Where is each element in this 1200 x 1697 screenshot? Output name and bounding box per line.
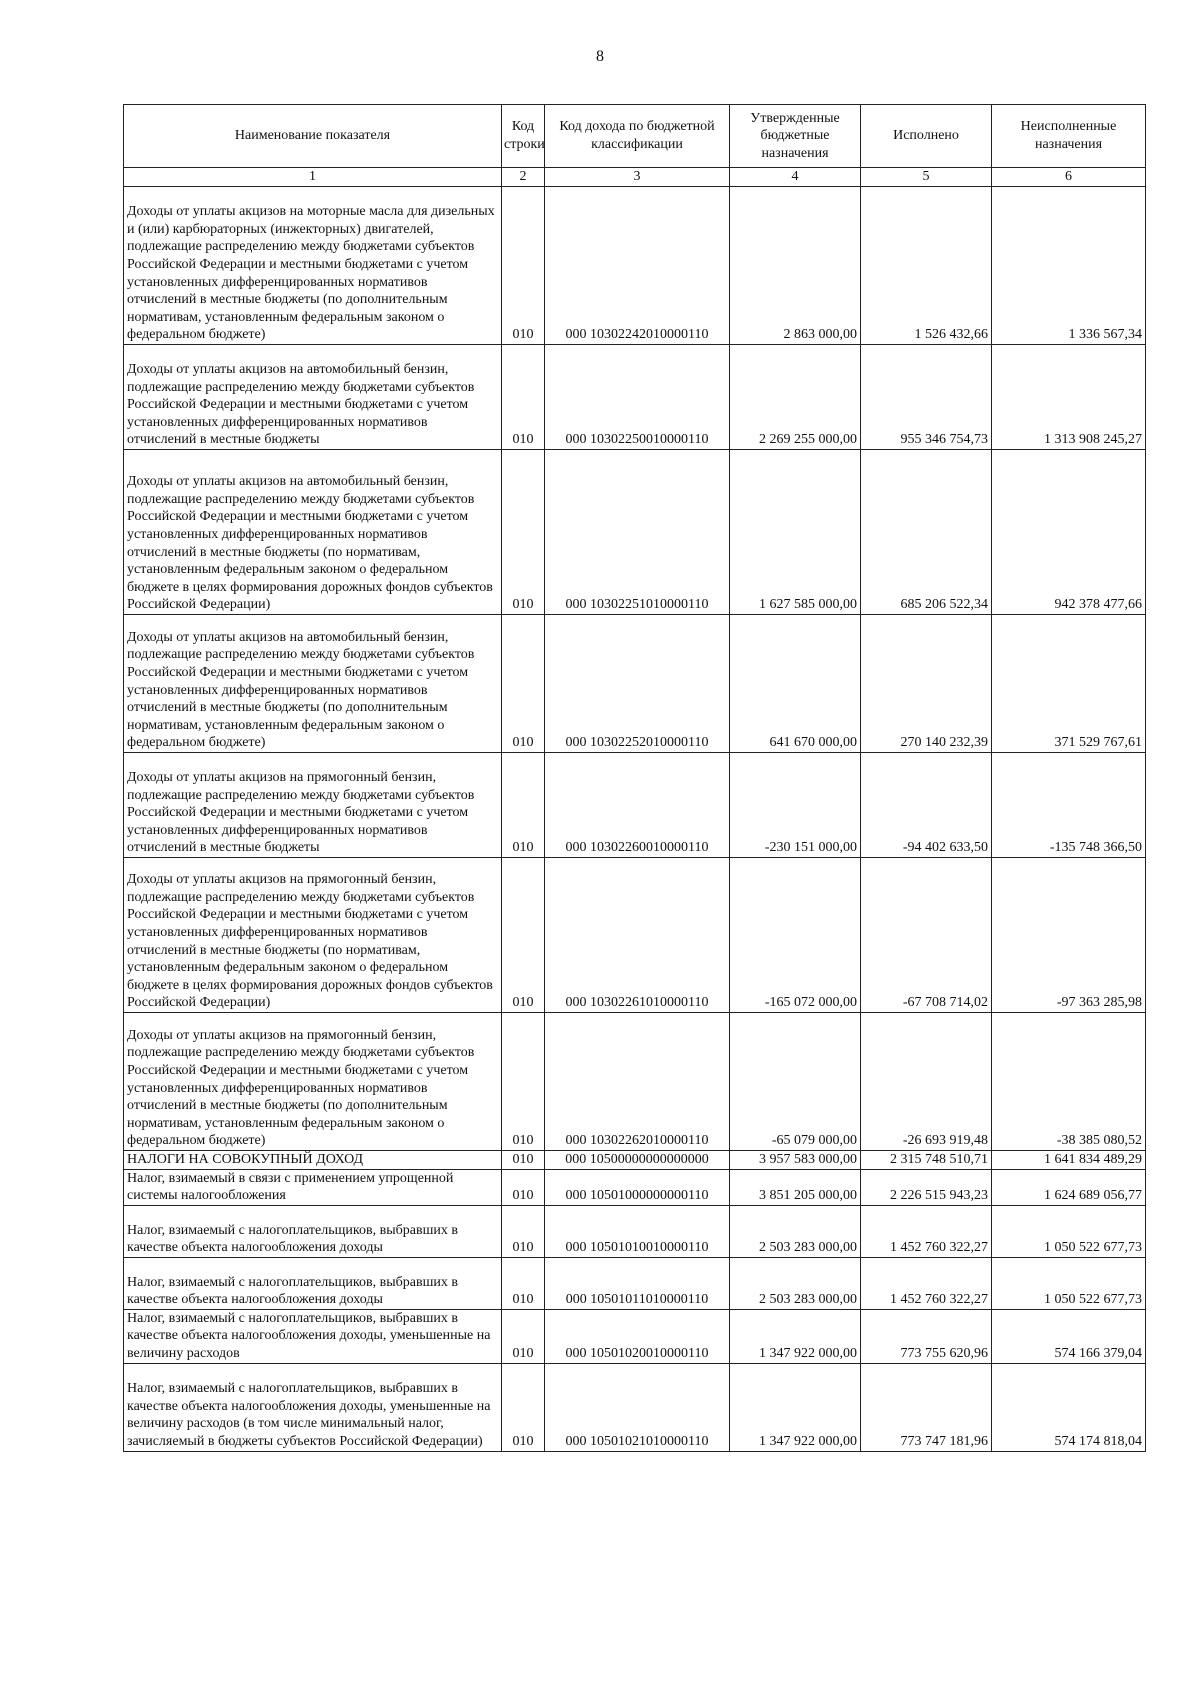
row-code: 010 [502, 1169, 545, 1205]
row-unexecuted: 1 336 567,34 [992, 187, 1146, 345]
row-bk-code: 000 10500000000000000 [545, 1151, 730, 1170]
row-executed: 685 206 522,34 [861, 450, 992, 615]
table-row [124, 1169, 1146, 1205]
row-unexecuted: 1 050 522 677,73 [992, 1257, 1146, 1309]
row-bk-code: 000 10501010010000110 [545, 1205, 730, 1257]
row-unexecuted: -135 748 366,50 [992, 753, 1146, 858]
row-bk-code: 000 10501021010000110 [545, 1363, 730, 1451]
row-approved: -165 072 000,00 [730, 858, 861, 1013]
table-row [124, 450, 1146, 615]
row-name: Доходы от уплаты акцизов на прямогонный бензин, подлежащие распределению между бюджетами субъектов Российской Федерации и местными бюджетами с учетом установленных дифференцированных нормативов отчислений в местные бюджеты [124, 753, 502, 858]
row-approved: 2 503 283 000,00 [730, 1205, 861, 1257]
table-row [124, 1013, 1146, 1151]
table-row [124, 858, 1146, 1013]
row-code: 010 [502, 1363, 545, 1451]
row-name: Налог, взимаемый с налогоплательщиков, выбравших в качестве объекта налогообложения доходы [124, 1257, 502, 1309]
row-code: 010 [502, 1205, 545, 1257]
row-approved: 2 269 255 000,00 [730, 345, 861, 450]
row-executed: 1 452 760 322,27 [861, 1205, 992, 1257]
row-unexecuted: -38 385 080,52 [992, 1013, 1146, 1151]
row-code: 010 [502, 1309, 545, 1363]
row-executed: 1 452 760 322,27 [861, 1257, 992, 1309]
row-code: 010 [502, 1151, 545, 1170]
column-number: 6 [992, 168, 1146, 187]
header-executed: Исполнено [861, 105, 992, 168]
header-bk-code: Код дохода по бюджетной классификации [545, 105, 730, 168]
row-unexecuted: 1 641 834 489,29 [992, 1151, 1146, 1170]
table-row [124, 753, 1146, 858]
row-executed: 955 346 754,73 [861, 345, 992, 450]
row-executed: 2 315 748 510,71 [861, 1151, 992, 1170]
row-executed: 773 747 181,96 [861, 1363, 992, 1451]
header-approved: Утвержденные бюджетные назначения [730, 105, 861, 168]
row-name: Налог, взимаемый с налогоплательщиков, выбравших в качестве объекта налогообложения доходы, уменьшенные на величину расходов (в том числе минимальный налог, зачисляемый в бюджеты субъектов Российской Федерации) [124, 1363, 502, 1451]
row-executed: 270 140 232,39 [861, 615, 992, 753]
row-unexecuted: 574 174 818,04 [992, 1363, 1146, 1451]
row-code: 010 [502, 753, 545, 858]
row-code: 010 [502, 858, 545, 1013]
table-header [124, 105, 1146, 168]
row-bk-code: 000 10501011010000110 [545, 1257, 730, 1309]
table-row [124, 187, 1146, 345]
row-name: Доходы от уплаты акцизов на моторные масла для дизельных и (или) карбюраторных (инжекторных) двигателей, подлежащие распределению между бюджетами субъектов Российской Федерации и местными бюджетами с учетом установленных дифференцированных нормативов отчислений в местные бюджеты (по дополнительным нормативам, установленным федеральным законом о федеральном бюджете) [124, 187, 502, 345]
row-approved: 1 627 585 000,00 [730, 450, 861, 615]
column-numbers-row [124, 168, 1146, 187]
row-unexecuted: 1 313 908 245,27 [992, 345, 1146, 450]
table-row [124, 1363, 1146, 1451]
header-name: Наименование показателя [124, 105, 502, 168]
table-row [124, 1205, 1146, 1257]
row-bk-code: 000 10302242010000110 [545, 187, 730, 345]
row-executed: -67 708 714,02 [861, 858, 992, 1013]
row-approved: 1 347 922 000,00 [730, 1309, 861, 1363]
row-executed: 773 755 620,96 [861, 1309, 992, 1363]
budget-execution-table [123, 104, 1146, 1452]
row-bk-code: 000 10302262010000110 [545, 1013, 730, 1151]
row-name: Доходы от уплаты акцизов на прямогонный бензин, подлежащие распределению между бюджетами субъектов Российской Федерации и местными бюджетами с учетом установленных дифференцированных нормативов отчислений в местные бюджеты (по дополнительным нормативам, установленным федеральным законом о федеральном бюджете) [124, 1013, 502, 1151]
row-approved: 2 503 283 000,00 [730, 1257, 861, 1309]
row-code: 010 [502, 1257, 545, 1309]
column-number: 1 [124, 168, 502, 187]
row-name: Доходы от уплаты акцизов на автомобильный бензин, подлежащие распределению между бюджетами субъектов Российской Федерации и местными бюджетами с учетом установленных дифференцированных нормативов отчислений в местные бюджеты [124, 345, 502, 450]
row-name: Налог, взимаемый с налогоплательщиков, выбравших в качестве объекта налогообложения доходы, уменьшенные на величину расходов [124, 1309, 502, 1363]
row-unexecuted: 942 378 477,66 [992, 450, 1146, 615]
table-body [124, 168, 1146, 1452]
row-approved: -65 079 000,00 [730, 1013, 861, 1151]
row-approved: 3 851 205 000,00 [730, 1169, 861, 1205]
row-approved: -230 151 000,00 [730, 753, 861, 858]
row-name: Доходы от уплаты акцизов на прямогонный бензин, подлежащие распределению между бюджетами субъектов Российской Федерации и местными бюджетами с учетом установленных дифференцированных нормативов отчислений в местные бюджеты (по нормативам, установленным федеральным законом о федеральном бюджете в целях формирования дорожных фондов субъектов Российской Федерации) [124, 858, 502, 1013]
table-row [124, 1151, 1146, 1170]
row-bk-code: 000 10302250010000110 [545, 345, 730, 450]
column-number: 5 [861, 168, 992, 187]
table-row [124, 345, 1146, 450]
row-bk-code: 000 10302252010000110 [545, 615, 730, 753]
row-executed: -26 693 919,48 [861, 1013, 992, 1151]
row-executed: 2 226 515 943,23 [861, 1169, 992, 1205]
row-name: Доходы от уплаты акцизов на автомобильный бензин, подлежащие распределению между бюджетами субъектов Российской Федерации и местными бюджетами с учетом установленных дифференцированных нормативов отчислений в местные бюджеты (по дополнительным нормативам, установленным федеральным законом о федеральном бюджете) [124, 615, 502, 753]
table-row [124, 615, 1146, 753]
header-unexecuted: Неисполненные назначения [992, 105, 1146, 168]
column-number: 4 [730, 168, 861, 187]
row-executed: -94 402 633,50 [861, 753, 992, 858]
row-bk-code: 000 10302251010000110 [545, 450, 730, 615]
row-unexecuted: 1 624 689 056,77 [992, 1169, 1146, 1205]
row-name: Налог, взимаемый в связи с применением упрощенной системы налогообложения [124, 1169, 502, 1205]
row-unexecuted: 371 529 767,61 [992, 615, 1146, 753]
row-bk-code: 000 10302261010000110 [545, 858, 730, 1013]
row-name: НАЛОГИ НА СОВОКУПНЫЙ ДОХОД [124, 1151, 502, 1170]
row-unexecuted: -97 363 285,98 [992, 858, 1146, 1013]
page-number: 8 [596, 48, 604, 65]
row-unexecuted: 574 166 379,04 [992, 1309, 1146, 1363]
row-approved: 1 347 922 000,00 [730, 1363, 861, 1451]
row-unexecuted: 1 050 522 677,73 [992, 1205, 1146, 1257]
table-row [124, 1257, 1146, 1309]
row-executed: 1 526 432,66 [861, 187, 992, 345]
row-code: 010 [502, 1013, 545, 1151]
row-approved: 641 670 000,00 [730, 615, 861, 753]
row-name: Доходы от уплаты акцизов на автомобильный бензин, подлежащие распределению между бюджетами субъектов Российской Федерации и местными бюджетами с учетом установленных дифференцированных нормативов отчислений в местные бюджеты (по нормативам, установленным федеральным законом о федеральном бюджете в целях формирования дорожных фондов субъектов Российской Федерации) [124, 450, 502, 615]
row-code: 010 [502, 345, 545, 450]
table-row [124, 1309, 1146, 1363]
row-approved: 2 863 000,00 [730, 187, 861, 345]
column-number: 2 [502, 168, 545, 187]
row-name: Налог, взимаемый с налогоплательщиков, выбравших в качестве объекта налогообложения доходы [124, 1205, 502, 1257]
row-approved: 3 957 583 000,00 [730, 1151, 861, 1170]
header-code: Код строки [502, 105, 545, 168]
row-bk-code: 000 10501000000000110 [545, 1169, 730, 1205]
row-bk-code: 000 10302260010000110 [545, 753, 730, 858]
row-code: 010 [502, 450, 545, 615]
row-code: 010 [502, 615, 545, 753]
column-number: 3 [545, 168, 730, 187]
row-bk-code: 000 10501020010000110 [545, 1309, 730, 1363]
row-code: 010 [502, 187, 545, 345]
